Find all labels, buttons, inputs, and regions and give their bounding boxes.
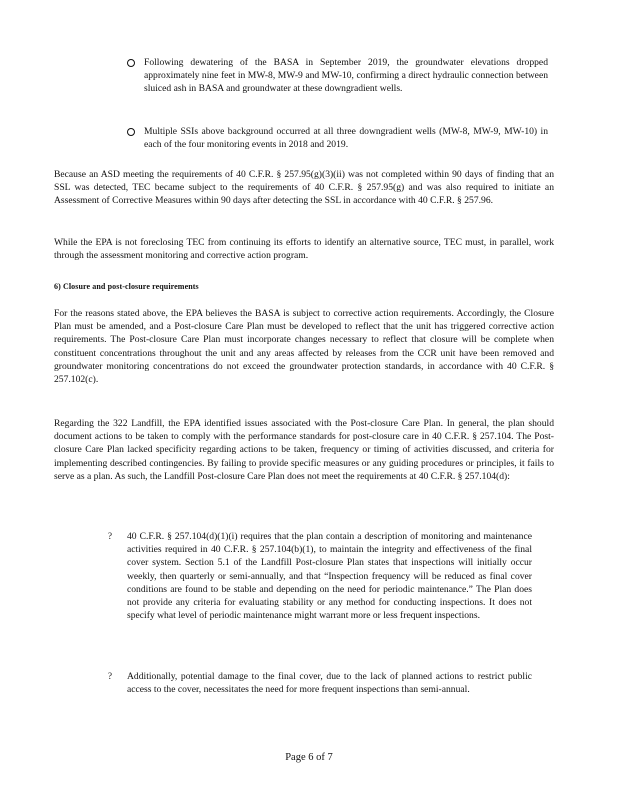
circle-bullet-icon bbox=[127, 128, 135, 136]
bullet-text: Multiple SSIs above background occurred at all three downgradient wells (MW-8, MW-9, MW-10) in each of the four monitoring events in 2018 and 2019. bbox=[144, 126, 548, 151]
bullet-text: 40 C.F.R. § 257.104(d)(1)(i) requires that the plan contain a description of monitoring and maintenance activities required in 40 C.F.R. § 257.104(b)(1), to maintain the integrity and effectiveness of the final cover system. Section 5.1 of the Landfill Post-closure Plan states that inspections will initially occur weekly, then quarterly or semi-annually, and that “Inspection frequency will be reduced as final cover conditions are found to be stable and depending on the need for periodic maintenance.” The Plan does not provide any criteria for evaluating stability or any method for conducting inspections. It does not specify what level of periodic maintenance might warrant more or less frequent inspections. bbox=[127, 531, 532, 622]
paragraph-asd: Because an ASD meeting the requirements of 40 C.F.R. § 257.95(g)(3)(ii) was not completed within 90 days of finding that an SSL was detected, TEC became subject to the requirements of 40 C.F.R. § 257.95(g) and was also required to initiate an Assessment of Corrective Measures within 90 days after detecting the SSL in accordance with 40 C.F.R. § 257.96. bbox=[54, 169, 554, 207]
bullet-marker: ? bbox=[108, 531, 112, 541]
page-number: Page 6 of 7 bbox=[285, 752, 333, 763]
bullet-item-dewatering bbox=[144, 56, 548, 96]
bullet-marker: ? bbox=[108, 671, 112, 681]
bullet-text: Additionally, potential damage to the final cover, due to the lack of planned actions to restrict public access to the cover, necessitates the need for more frequent inspections than semi-annual. bbox=[127, 671, 532, 696]
bullet-item-monitoring bbox=[108, 530, 532, 622]
bullet-text: Following dewatering of the BASA in September 2019, the groundwater elevations dropped approximately nine feet in MW-8, MW-9 and MW-10, confirming a direct hydraulic connection between sluiced ash in BASA and groundwater at these downgradient wells. bbox=[144, 57, 548, 95]
section-heading: 6) Closure and post-closure requirements bbox=[54, 282, 199, 291]
paragraph-basa: For the reasons stated above, the EPA believes the BASA is subject to corrective action requirements. Accordingly, the Closure Plan must be amended, and a Post-closure Care Plan must be developed to reflect that the unit has triggered corrective action requirements. The Post-closure Care Plan must incorporate changes necessary to reflect that closure will be complete when constituent concentrations throughout the unit and any areas affected by releases from the CCR unit have been removed and groundwater monitoring concentrations do not exceed the groundwater protection standards, in accordance with 40 C.F.R. § 257.102(c). bbox=[54, 308, 554, 386]
paragraph-epa: While the EPA is not foreclosing TEC from continuing its efforts to identify an alternative source, TEC must, in parallel, work through the assessment monitoring and corrective action program. bbox=[54, 237, 554, 262]
bullet-item-ssis bbox=[144, 125, 548, 151]
circle-bullet-icon bbox=[127, 59, 135, 67]
paragraph-landfill: Regarding the 322 Landfill, the EPA identified issues associated with the Post-closure Care Plan. In general, the plan should document actions to be taken to comply with the performance standards for post-closure care in 40 C.F.R. § 257.104. The Post-closure Care Plan lacked specificity regarding actions to be taken, frequency or timing of activities discussed, and criteria for implementing described contingencies. By failing to provide specific measures or any guiding procedures or principles, it fails to serve as a plan. As such, the Landfill Post-closure Care Plan does not meet the requirements at 40 C.F.R. § 257.104(d): bbox=[54, 418, 554, 482]
bullet-item-damage bbox=[108, 670, 532, 696]
